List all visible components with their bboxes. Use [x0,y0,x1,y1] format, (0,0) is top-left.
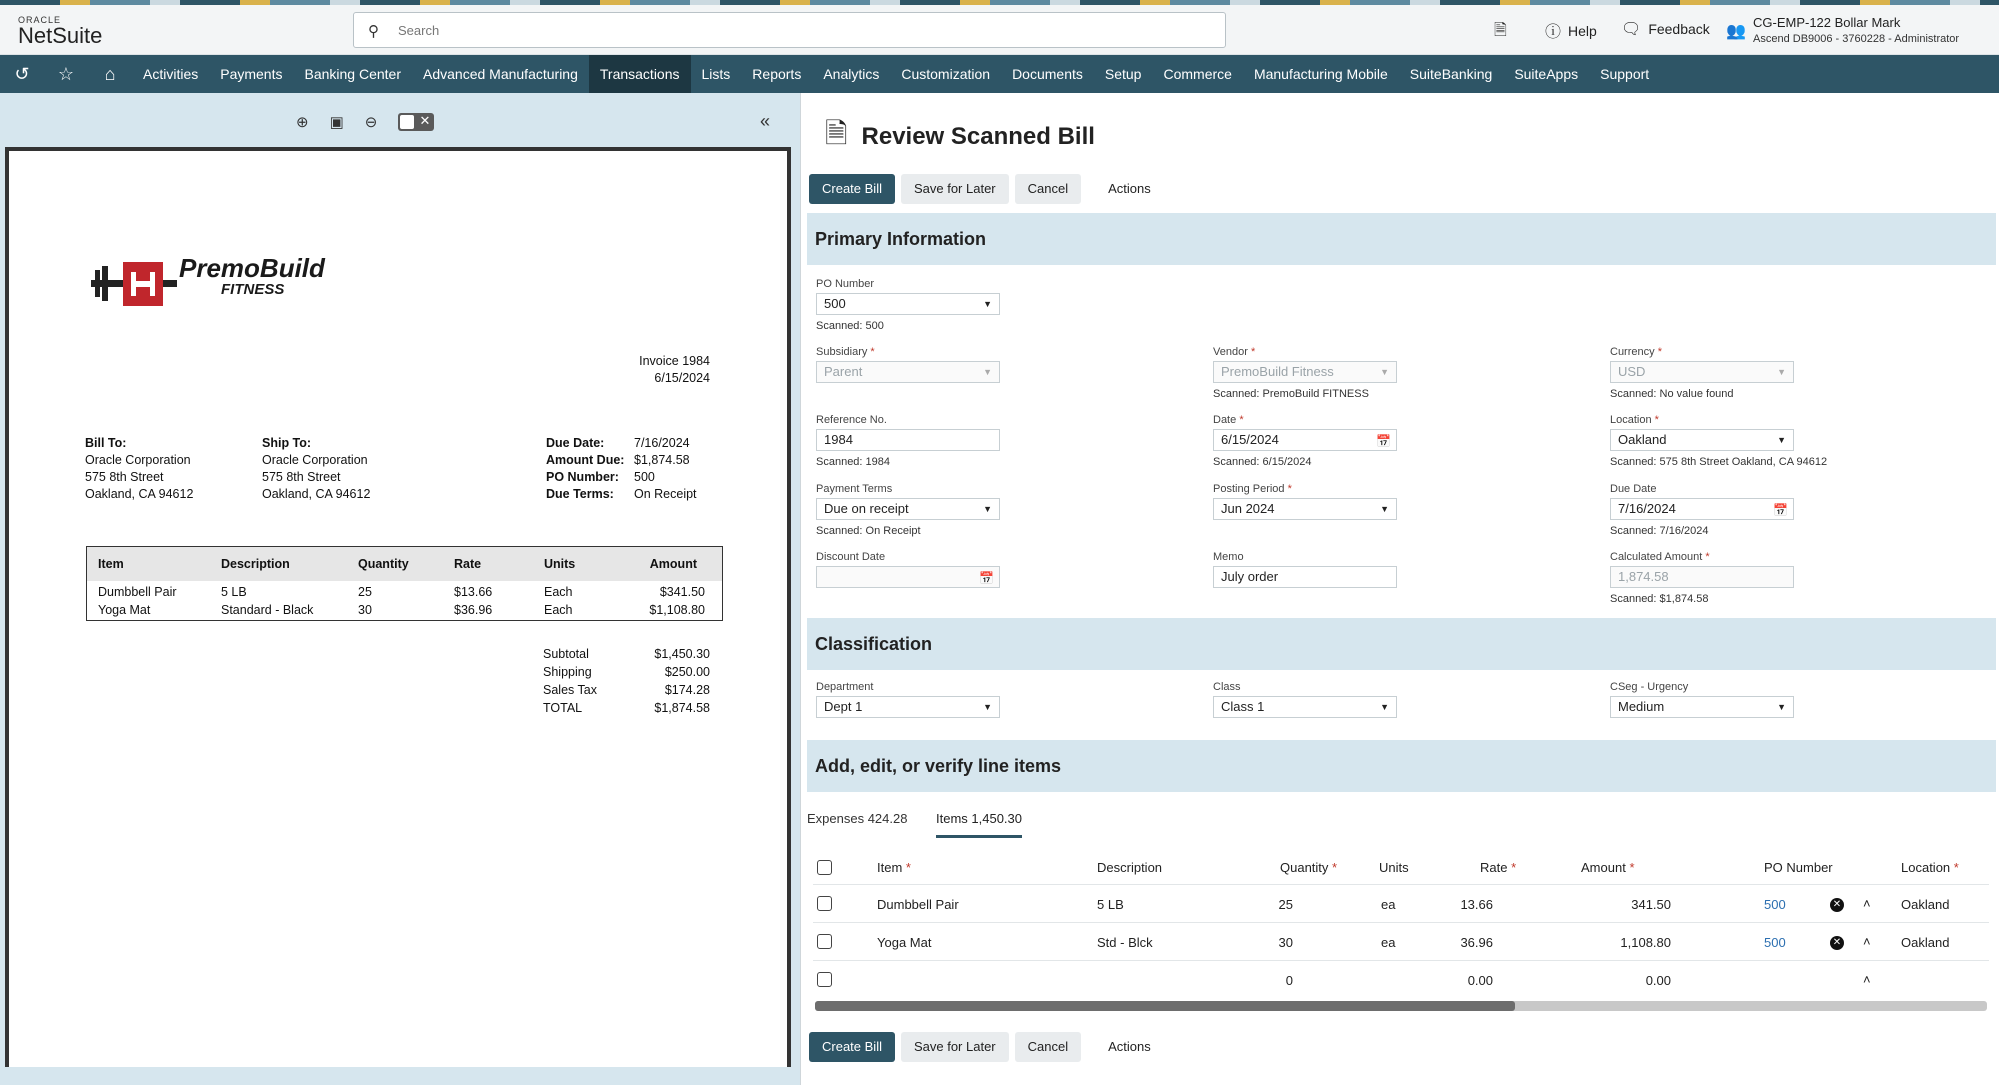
nav-transactions[interactable]: Transactions [589,55,691,93]
nav-setup[interactable]: Setup [1104,66,1142,82]
posting-period-select[interactable]: Jun 2024 ▼ [1213,498,1397,520]
line-item[interactable]: Dumbbell Pair [877,897,959,912]
user-account: Ascend DB9006 - 3760228 - Administrator [1753,33,1960,45]
help-button[interactable] [1545,19,1597,42]
col-amount: Amount * [1581,860,1635,875]
tab-expenses[interactable]: Expenses 424.28 [807,811,908,826]
calculated-amount-field [1610,551,1794,605]
payment-terms-field [816,483,1000,537]
field-label: Posting Period * [1213,483,1292,495]
field-label: Subsidiary * [816,346,875,358]
nav-payments[interactable]: Payments [220,66,283,82]
doc-due-label: Due Date: [546,436,605,450]
doc-due-label: PO Number: [546,470,619,484]
line-quantity[interactable]: 0 [1285,973,1293,988]
doc-ship-to-line: Oracle Corporation [262,453,368,467]
doc-table-col: Quantity [358,557,409,571]
cancel-button[interactable]: Cancel [1015,1032,1081,1062]
vendor-field [1213,346,1397,400]
doc-brand: PremoBuild [179,253,325,283]
nav-manufacturing-mobile[interactable]: Manufacturing Mobile [1253,66,1388,82]
page-header [825,113,1095,161]
col-rate: Rate * [1480,860,1517,875]
field-label: Location * [1610,414,1659,426]
chevron-down-icon: ▼ [1380,367,1389,377]
nav-documents[interactable]: Documents [1012,66,1083,82]
field-label: Reference No. [816,414,887,426]
netsuite-logo[interactable] [18,15,102,49]
bottom-button-row [809,1032,1164,1062]
doc-ship-to-label: Ship To: [262,436,312,450]
doc-table-cell: Yoga Mat [98,603,151,617]
doc-due-value: 7/16/2024 [634,436,690,450]
bill-icon: 🗎 [825,118,848,149]
line-quantity[interactable]: 30 [1278,935,1293,950]
nav-reports[interactable]: Reports [752,66,802,82]
line-units[interactable]: ea [1381,935,1396,950]
doc-table-cell: 5 LB [221,585,247,599]
po-number-field [816,278,1000,332]
line-location[interactable]: Oakland [1901,897,1950,912]
viewer-toolbar [296,113,434,131]
chevron-down-icon: ▼ [983,504,992,514]
calendar-icon[interactable]: 📅 [1773,503,1788,517]
row-checkbox[interactable] [817,896,832,911]
reference-field [816,414,1000,468]
currency-select: USD ▼ [1610,361,1794,383]
document-viewer [0,93,800,1085]
line-rate[interactable]: 36.96 [1460,935,1493,950]
chevron-down-icon: ▼ [983,299,992,309]
star-icon[interactable]: ☆ [57,64,75,84]
due-date-field [1610,483,1794,537]
line-amount[interactable]: 341.50 [1631,897,1671,912]
scanned-value: Scanned: On Receipt [816,525,921,537]
doc-total-label: Subtotal [543,647,589,661]
col-quantity: Quantity * [1280,860,1338,875]
nav-advanced-manufacturing[interactable]: Advanced Manufacturing [423,66,578,82]
department-field [816,681,1000,718]
nav-customization[interactable]: Customization [901,66,991,82]
doc-invoice-date: 6/15/2024 [654,371,710,385]
history-icon[interactable]: ↺ [14,64,30,84]
doc-ship-to-line: Oakland, CA 94612 [262,487,371,501]
nav-support[interactable]: Support [1600,66,1650,82]
doc-due-label: Due Terms: [546,487,614,501]
document-button[interactable] [1494,19,1507,46]
field-label: Class [1213,681,1241,693]
line-amount[interactable]: 1,108.80 [1620,935,1671,950]
field-label: Memo [1213,551,1244,563]
double-chevron-up-icon[interactable]: ˄ [1863,934,1871,949]
scanned-value: Scanned: $1,874.58 [1610,593,1709,605]
classification-section [807,618,1996,670]
nav-activities[interactable]: Activities [143,66,199,82]
scrollbar-thumb[interactable] [815,1001,1515,1011]
doc-due-value: $1,874.58 [634,453,690,467]
doc-total-label: TOTAL [543,701,583,715]
field-label: PO Number [816,278,875,290]
nav-banking-center[interactable]: Banking Center [304,66,401,82]
collapse-icon[interactable]: « [760,111,771,131]
select-all-checkbox[interactable] [817,860,832,875]
scanned-value: Scanned: No value found [1610,388,1734,400]
chevron-down-icon: ▼ [1777,702,1786,712]
scanned-invoice [5,147,791,1067]
field-label: Date * [1213,414,1244,426]
discount-date-field [816,551,1000,588]
doc-bill-to-line: Oakland, CA 94612 [85,487,194,501]
currency-field [1610,346,1794,400]
section-title: Add, edit, or verify line items [815,756,1062,776]
memo-field [1213,551,1397,588]
user-name: CG-EMP-122 Bollar Mark [1753,15,1901,30]
help-label: Help [1568,22,1597,39]
field-label: Department [816,681,874,693]
overlay-toggle[interactable]: ✕ [398,113,434,131]
feedback-button[interactable] [1621,19,1710,39]
line-amount[interactable]: 0.00 [1645,973,1671,988]
row-checkbox[interactable] [817,934,832,949]
line-units[interactable]: ea [1381,897,1396,912]
doc-table-cell: 25 [358,585,372,599]
doc-total-value: $1,450.30 [654,647,710,661]
nav-commerce[interactable]: Commerce [1163,66,1232,82]
scanned-value: Scanned: PremoBuild FITNESS [1213,388,1369,400]
line-item[interactable]: Yoga Mat [877,935,932,950]
doc-bill-to-line: 575 8th Street [85,470,164,484]
reference-input[interactable]: 1984 [816,429,1000,451]
scanned-value: Scanned: 575 8th Street Oakland, CA 94612 [1610,456,1828,468]
save-for-later-button[interactable]: Save for Later [901,1032,1009,1062]
search-input[interactable] [353,12,1226,48]
calculated-amount-input: 1,874.58 [1610,566,1794,588]
field-label: Calculated Amount * [1610,551,1710,563]
line-description[interactable]: 5 LB [1097,897,1124,912]
line-rate[interactable]: 0.00 [1467,973,1493,988]
cancel-button[interactable]: Cancel [1015,174,1081,204]
date-field [1213,414,1397,468]
class-field [1213,681,1397,718]
line-items-section [807,740,1996,792]
brand-top: ORACLE [18,15,62,25]
help-icon: ⓘ [1545,24,1562,41]
nav-suitebanking[interactable]: SuiteBanking [1409,66,1493,82]
date-input[interactable]: 6/15/2024 📅 [1213,429,1397,451]
top-bar [0,5,1999,55]
doc-table-col: Units [544,557,576,571]
doc-table-cell: Dumbbell Pair [98,585,177,599]
chevron-down-icon: ▼ [1777,367,1786,377]
doc-table-cell: $341.50 [659,585,705,599]
top-button-row [809,174,1164,204]
line-rate[interactable]: 13.66 [1460,897,1493,912]
chevron-down-icon: ▼ [983,702,992,712]
posting-period-field [1213,483,1397,520]
department-select[interactable]: Dept 1 ▼ [816,696,1000,718]
po-number-select[interactable]: 500 ▼ [816,293,1000,315]
doc-bill-to-label: Bill To: [85,436,127,450]
col-po-number: PO Number [1764,860,1833,875]
doc-table-cell: Each [544,603,573,617]
doc-total-value: $174.28 [664,683,710,697]
premobuild-logo [89,258,179,310]
urgency-field [1610,681,1794,718]
home-icon[interactable]: ⌂ [104,64,116,84]
calendar-icon[interactable]: 📅 [1376,434,1391,448]
remove-icon[interactable]: ✕ [1830,936,1844,950]
doc-table-cell: $1,108.80 [649,603,705,617]
row-checkbox[interactable] [817,972,832,987]
row-divider [813,960,1989,961]
horizontal-scrollbar[interactable] [815,1001,1987,1011]
location-field [1610,414,1828,468]
zoom-in-icon[interactable]: ⊕ [296,114,309,131]
calendar-icon[interactable]: 📅 [979,571,994,585]
subsidiary-field [816,346,1000,383]
line-location[interactable]: Oakland [1901,935,1950,950]
discount-date-input[interactable] [816,566,1000,588]
brand-name: NetSuite [18,23,103,48]
scanned-value: Scanned: 6/15/2024 [1213,456,1312,468]
payment-terms-select[interactable]: Due on receipt ▼ [816,498,1000,520]
doc-table-cell: $36.96 [454,603,493,617]
col-units: Units [1379,860,1409,875]
page-title: Review Scanned Bill [861,123,1095,150]
memo-input[interactable]: July order [1213,566,1397,588]
chevron-down-icon: ▼ [1380,504,1389,514]
double-chevron-up-icon[interactable]: ˄ [1863,896,1871,911]
zoom-out-icon[interactable]: ⊖ [364,114,378,131]
doc-table-cell: 30 [358,603,372,617]
doc-table-col: Amount [649,557,697,571]
doc-total-label: Sales Tax [543,683,597,697]
chevron-down-icon: ▼ [1380,702,1389,712]
field-label: Due Date [1610,483,1657,495]
field-label: Payment Terms [816,483,893,495]
doc-line-table [86,546,723,621]
doc-table-col: Rate [454,557,482,571]
location-select[interactable]: Oakland ▼ [1610,429,1794,451]
doc-table-cell: $13.66 [454,585,493,599]
col-location: Location * [1901,860,1959,875]
feedback-label: Feedback [1648,21,1710,37]
section-title: Classification [815,634,933,654]
vendor-select: PremoBuild Fitness ▼ [1213,361,1397,383]
doc-total-label: Shipping [543,665,592,679]
col-description: Description [1097,860,1163,875]
doc-total-value: $250.00 [664,665,710,679]
tab-items[interactable]: Items 1,450.30 [936,811,1022,838]
bill-form [800,93,1999,1085]
subsidiary-select: Parent ▼ [816,361,1000,383]
search-icon: ⚲ [368,23,379,40]
line-po-link[interactable]: 500 [1764,935,1786,950]
line-description[interactable]: Std - Blck [1097,935,1153,950]
nav-analytics[interactable]: Analytics [823,66,880,82]
nav-suiteapps[interactable]: SuiteApps [1514,66,1579,82]
chevron-down-icon: ▼ [983,367,992,377]
due-date-input[interactable]: 7/16/2024 📅 [1610,498,1794,520]
class-select[interactable]: Class 1 ▼ [1213,696,1397,718]
scanned-value: Scanned: 1984 [816,456,891,468]
doc-ship-to-line: 575 8th Street [262,470,341,484]
chevron-down-icon: ▼ [1777,435,1786,445]
urgency-select[interactable]: Medium ▼ [1610,696,1794,718]
user-icon: 👥 [1726,23,1746,40]
search-placeholder: Search [398,23,440,38]
field-label: Discount Date [816,551,886,563]
actions-menu[interactable]: Actions [1108,181,1151,196]
doc-due-value: 500 [634,470,655,484]
remove-icon[interactable]: ✕ [1830,898,1844,912]
section-title: Primary Information [815,229,987,249]
nav-lists[interactable]: Lists [701,66,731,82]
create-bill-button[interactable]: Create Bill [809,1032,895,1062]
doc-due-value: On Receipt [634,487,697,501]
field-label: Vendor * [1213,346,1256,358]
double-chevron-up-icon[interactable]: ˄ [1863,972,1871,987]
field-label: CSeg - Urgency [1610,681,1689,693]
doc-total-value: $1,874.58 [654,701,710,715]
actions-menu[interactable]: Actions [1108,1039,1151,1054]
col-item: Item * [877,860,911,875]
row-divider [813,922,1989,923]
doc-brand-sub: FITNESS [221,281,285,298]
main-nav [0,55,1999,93]
create-bill-button[interactable]: Create Bill [809,174,895,204]
document-icon: 🗎 [1494,22,1507,39]
doc-bill-to-line: Oracle Corporation [85,453,191,467]
feedback-icon: 🗨 [1621,21,1642,38]
line-po-link[interactable]: 500 [1764,897,1786,912]
doc-due-label: Amount Due: [546,453,625,467]
doc-invoice-number: Invoice 1984 [639,354,710,368]
scanned-value: Scanned: 500 [816,320,884,332]
row-divider [813,884,1989,885]
doc-table-cell: Standard - Black [221,603,314,617]
doc-table-cell: Each [544,585,573,599]
scanned-value: Scanned: 7/16/2024 [1610,525,1709,537]
primary-information-section [807,213,1996,265]
line-quantity[interactable]: 25 [1278,897,1293,912]
save-for-later-button[interactable]: Save for Later [901,174,1009,204]
doc-table-col: Description [221,557,290,571]
fit-icon[interactable]: ▣ [329,114,344,131]
field-label: Currency * [1610,346,1662,358]
doc-table-col: Item [98,557,124,571]
